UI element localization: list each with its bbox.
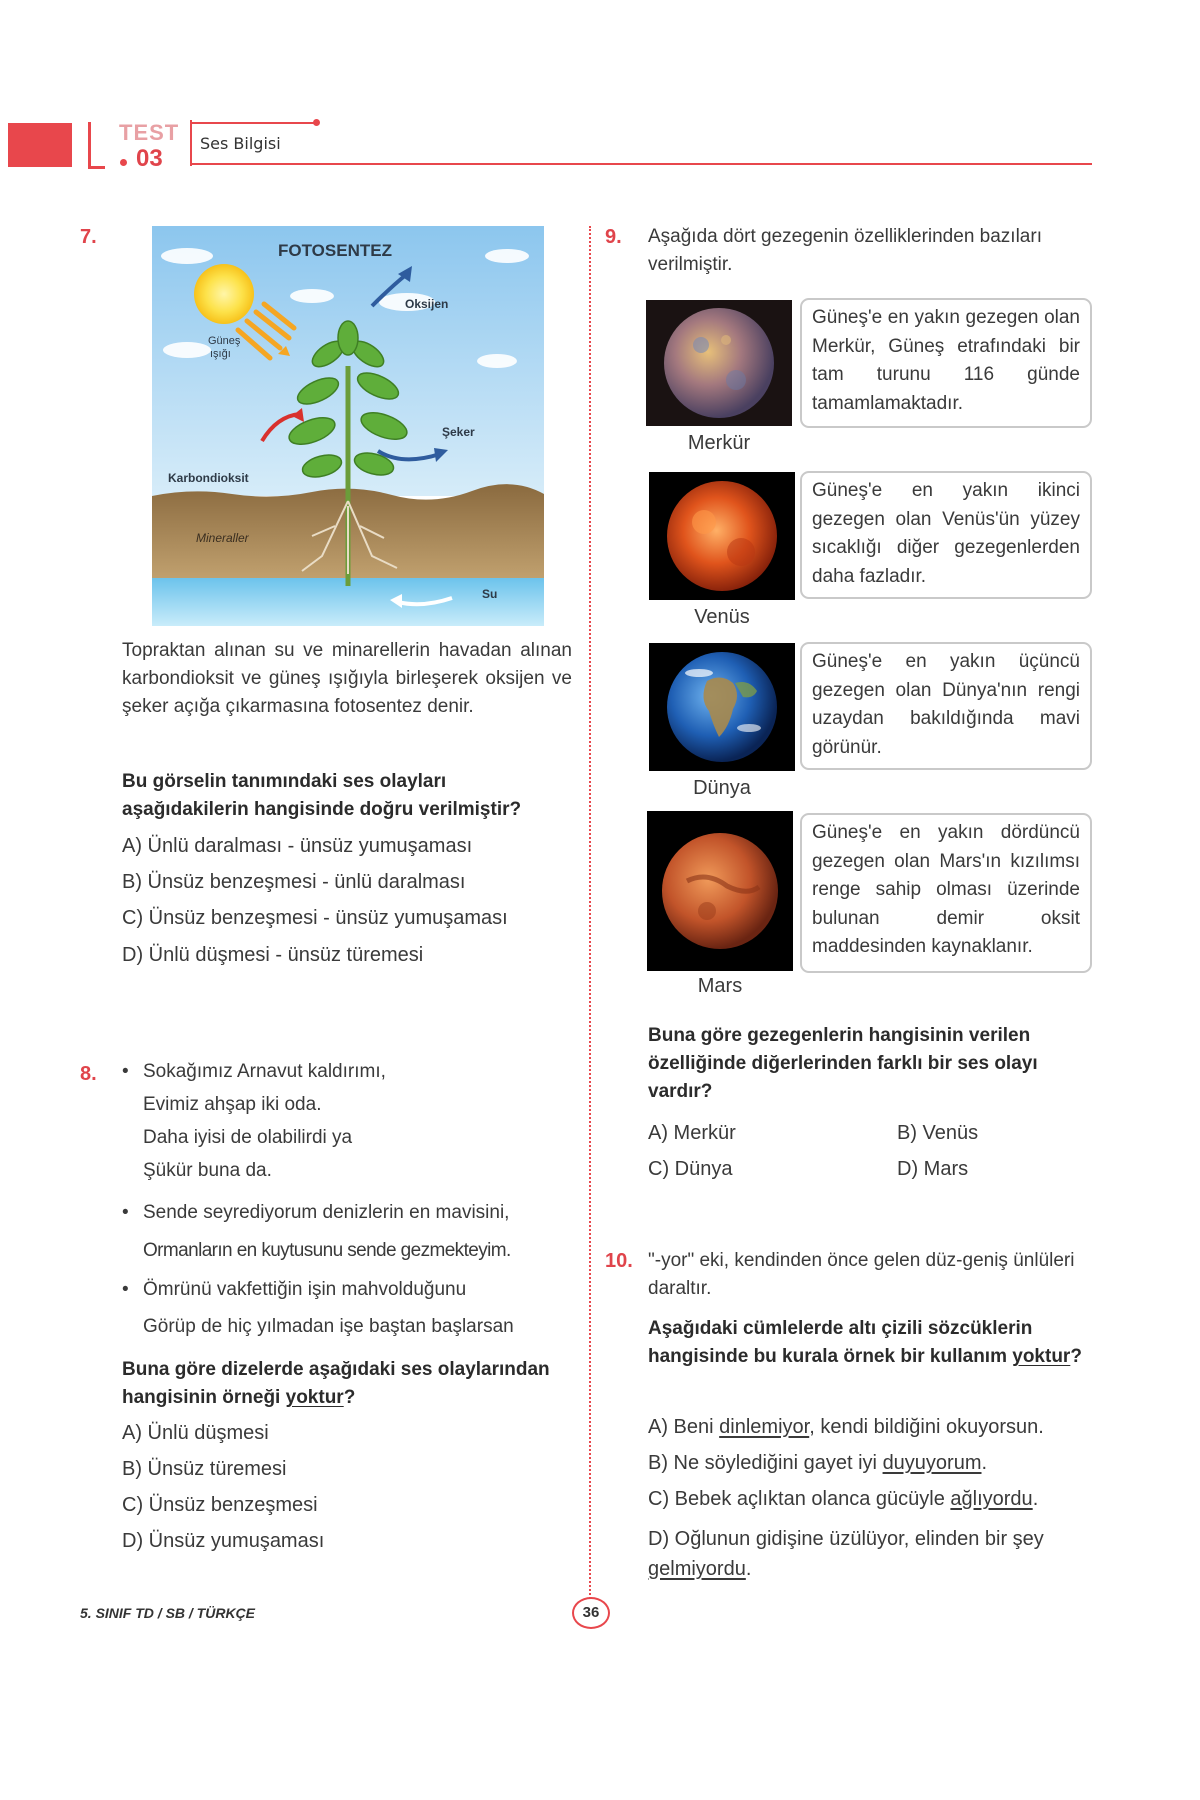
question-number: 7. — [80, 226, 97, 248]
test-number: 03 — [136, 145, 163, 172]
answer-option[interactable]: C) Dünya — [648, 1158, 733, 1180]
poem-line: Ormanların en kuytusunu sende gezmekteyim. — [143, 1240, 511, 1261]
test-label: TEST — [119, 120, 180, 145]
poem-line: Şükür buna da. — [143, 1160, 272, 1181]
answer-option[interactable]: B) Venüs — [897, 1122, 979, 1144]
question-number: 8. — [80, 1063, 97, 1085]
venus-image — [649, 472, 795, 600]
page-number: 36 — [572, 1597, 610, 1629]
answer-option[interactable]: B) Ünsüz türemesi — [122, 1458, 287, 1480]
mars-image — [647, 811, 793, 971]
header-rule — [190, 163, 1092, 165]
photosynthesis-illustration — [152, 226, 544, 626]
q9-intro: Aşağıda dört gezegenin özelliklerinden bazıları verilmiştir. — [648, 226, 1042, 275]
poem-line: Daha iyisi de olabilirdi ya — [143, 1127, 353, 1148]
topic-title: Ses Bilgisi — [200, 134, 281, 153]
q7-question: Bu görselin tanımındaki ses olayları aşağıdakilerin hangisinde doğru verilmiştir? — [122, 771, 522, 820]
header-color-block — [8, 123, 72, 167]
poem-line: Evimiz ahşap iki oda. — [143, 1094, 322, 1115]
column-divider — [589, 226, 591, 1606]
planet-name: Merkür — [687, 432, 751, 454]
planet-name: Venüs — [694, 606, 750, 628]
planet-info-box: Güneş'e en yakın üçüncü gezegen olan Dünya'nın rengi uzaydan bakıldığında mavi görünür. — [800, 642, 1092, 770]
answer-option[interactable]: B) Ünsüz benzeşmesi - ünlü daralması — [122, 871, 466, 893]
answer-option[interactable]: C) Ünsüz benzeşmesi — [122, 1494, 318, 1516]
planet-name: Dünya — [693, 777, 751, 799]
footer-label: 5. SINIF TD / SB / TÜRKÇE — [80, 1605, 256, 1621]
mercury-image — [646, 300, 792, 426]
poem-line: Görüp de hiç yılmadan işe baştan başlarsan — [143, 1316, 514, 1337]
minerals-label: Mineraller — [196, 531, 249, 545]
figure-title: FOTOSENTEZ — [278, 241, 392, 260]
header-dot — [120, 159, 127, 166]
answer-option[interactable]: D) Ünsüz yumuşaması — [122, 1530, 325, 1552]
oxygen-label: Oksijen — [405, 297, 449, 311]
poem-line: Sende seyrediyorum denizlerin en mavisini, — [143, 1202, 510, 1223]
header-bracket — [88, 122, 105, 169]
answer-option[interactable]: D) Mars — [897, 1158, 969, 1180]
sugar-label: Şeker — [442, 425, 475, 439]
answer-option[interactable]: C) Ünsüz benzeşmesi - ünsüz yumuşaması — [122, 907, 508, 929]
q10-rule: "-yor" eki, kendinden önce gelen düz-geniş ünlüleri daraltır. — [648, 1250, 1075, 1299]
co2-label: Karbondioksit — [168, 471, 249, 485]
answer-option[interactable]: A) Ünlü daralması - ünsüz yumuşaması — [122, 835, 473, 857]
answer-option[interactable]: A) Merkür — [648, 1122, 736, 1144]
planet-info-box: Güneş'e en yakın gezegen olan Merkür, Güneş etrafındaki bir tam turunu 116 günde tamamlamaktadır. — [800, 298, 1092, 428]
header-dot — [313, 119, 320, 126]
bullet-icon: • — [122, 1279, 129, 1300]
poem-line: Ömrünü vakfettiğin işin mahvolduğunu — [143, 1279, 467, 1300]
planet-info-box: Güneş'e en yakın ikinci gezegen olan Venüs'ün yüzey sıcaklığı diğer gezegenlerden daha fazladır. — [800, 471, 1092, 599]
planet-info-box: Güneş'e en yakın dördüncü gezegen olan Mars'ın kızılımsı renge sahip olması üzerinde bulunan demir oksit maddesinden kaynaklanır. — [800, 813, 1092, 973]
answer-option[interactable]: C) Bebek açlıktan olanca gücüyle ağlıyordu. — [648, 1488, 1039, 1510]
answer-option[interactable]: A) Ünlü düşmesi — [122, 1422, 269, 1444]
answer-option[interactable]: D) Ünlü düşmesi - ünsüz türemesi — [122, 944, 424, 966]
planet-name: Mars — [697, 975, 743, 997]
poem-line: Sokağımız Arnavut kaldırımı, — [143, 1061, 386, 1082]
water-label: Su — [482, 587, 498, 601]
earth-image — [649, 643, 795, 771]
photosynthesis-figure — [152, 226, 544, 626]
header-vline — [190, 120, 192, 166]
answer-option[interactable]: A) Beni dinlemiyor, kendi bildiğini okuyorsun. — [648, 1416, 1044, 1438]
bullet-icon: • — [122, 1202, 129, 1223]
question-number: 9. — [605, 226, 622, 248]
bullet-icon: • — [122, 1061, 129, 1082]
sun-label: Güneş ışığı — [208, 335, 241, 360]
q8-question: Buna göre dizelerde aşağıdaki ses olaylarından hangisinin örneği yoktur? — [122, 1359, 550, 1408]
header-topline — [190, 122, 314, 124]
answer-option[interactable]: D) Oğlunun gidişine üzülüyor, elinden bir şey gelmiyordu. — [648, 1528, 1044, 1580]
q10-question: Aşağıdaki cümlelerde altı çizili sözcüklerin hangisinde bu kurala örnek bir kullanım yoktur? — [648, 1318, 1082, 1367]
q9-question: Buna göre gezegenlerin hangisinin verilen özelliğinde diğerlerinden farklı bir ses olayı vardır? — [648, 1025, 1038, 1102]
question-number: 10. — [605, 1250, 633, 1272]
q7-passage: Topraktan alınan su ve minarellerin havadan alınan karbondioksit ve güneş ışığıyla birleşerek oksijen ve şeker açığa çıkarmasına fotosentez denir. — [122, 640, 572, 717]
answer-option[interactable]: B) Ne söylediğini gayet iyi duyuyorum. — [648, 1452, 988, 1474]
